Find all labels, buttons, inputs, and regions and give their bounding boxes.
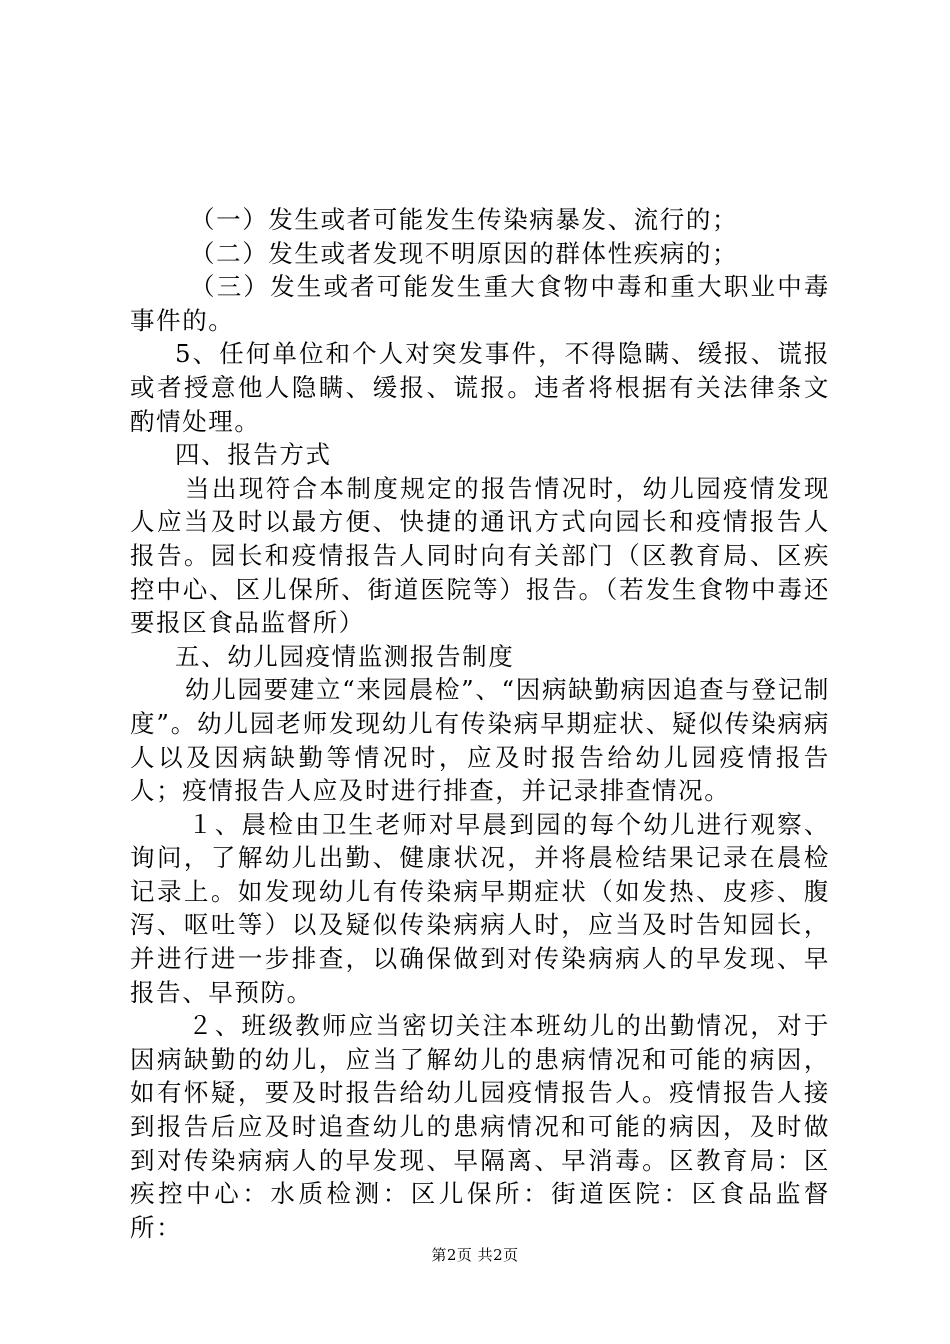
paragraph: 幼儿园要建立“来园晨检”、“因病缺勤病因追查与登记制度”。幼儿园老师发现幼儿有传染病早期症状、疑似传染病病人以及因病缺勤等情况时，应及时报告给幼儿园疫情报告人；疫情报告人应及时进行排查，并记录排查情况。 xyxy=(130,675,830,806)
document-body xyxy=(130,203,830,1244)
page-footer: 第2页 共2页 xyxy=(431,1246,519,1264)
section-heading: 五、幼儿园疫情监测报告制度 xyxy=(175,641,515,671)
paragraph: （二）发生或者发现不明原因的群体性疾病的； xyxy=(190,238,739,268)
paragraph: ２、班级教师应当密切关注本班幼儿的出勤情况，对于因病缺勤的幼儿，应当了解幼儿的患病情况和可能的病因，如有怀疑，要及时报告给幼儿园疫情报告人。疫情报告人接到报告后应及时追查幼儿的患病情况和可能的病因，及时做到对传染病病人的早发现、早隔离、早消毒。区教育局：区疾控中心：水质检测：区儿保所：街道医院：区食品监督所： xyxy=(130,1011,830,1242)
paragraph: １、晨检由卫生老师对早晨到园的每个幼儿进行观察、询问，了解幼儿出勤、健康状况，并将晨检结果记录在晨检记录上。如发现幼儿有传染病早期症状（如发热、皮疹、腹泻、呕吐等）以及疑似传染病病人时，应当及时告知园长，并进行进一步排查，以确保做到对传染病病人的早发现、早报告、早预防。 xyxy=(130,809,830,1007)
paragraph: 5、任何单位和个人对突发事件，不得隐瞒、缓报、谎报或者授意他人隐瞒、缓报、谎报。违者将根据有关法律条文酌情处理。 xyxy=(130,339,830,436)
section-heading: 四、报告方式 xyxy=(175,440,332,470)
paragraph: （三）发生或者可能发生重大食物中毒和重大职业中毒事件的。 xyxy=(130,272,830,335)
paragraph: （一）发生或者可能发生传染病暴发、流行的； xyxy=(190,205,739,234)
paragraph: 当出现符合本制度规定的报告情况时，幼儿园疫情发现人应当及时以最方便、快捷的通讯方式向园长和疫情报告人报告。园长和疫情报告人同时向有关部门（区教育局、区疾控中心、区儿保所、街道医院等）报告。（若发生食物中毒还要报区食品监督所） xyxy=(130,473,830,638)
